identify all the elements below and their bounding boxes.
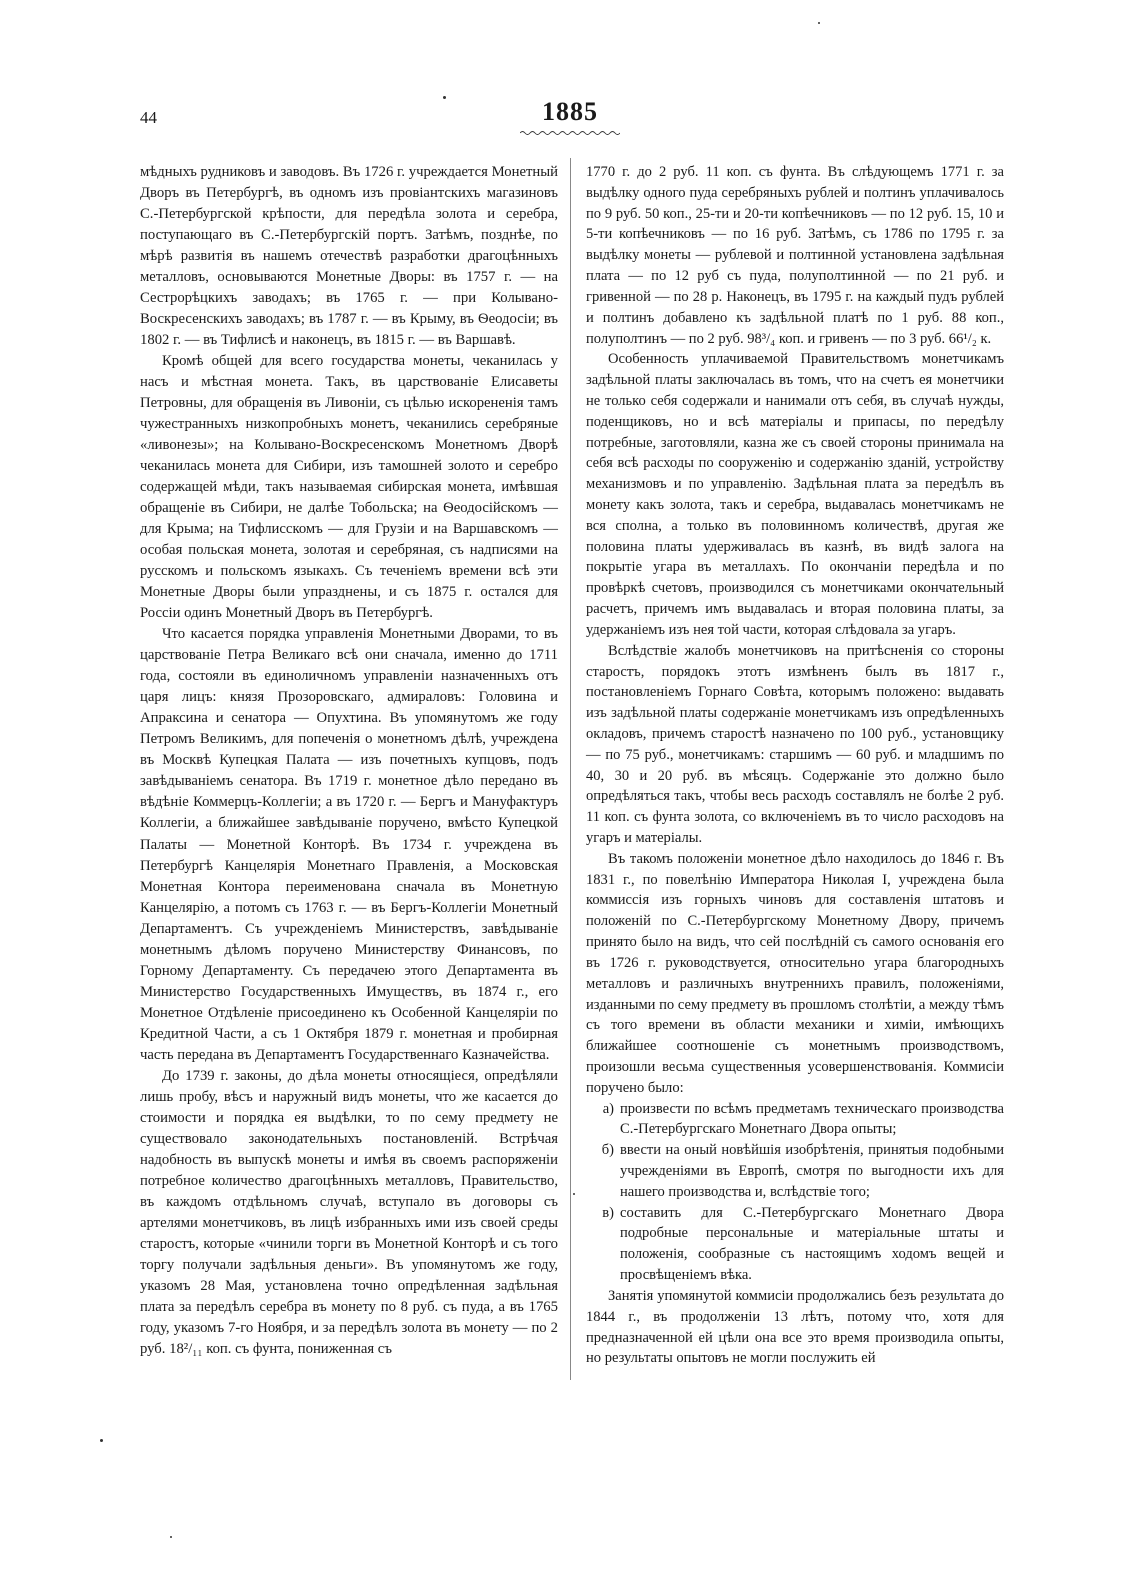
left-column (140, 162, 558, 1360)
paragraph: Вслѣдствіе жалобъ монетчиковъ на притѣсненія со стороны старостъ, порядокъ этотъ измѣненъ былъ въ 1817 г., постановленіемъ Горнаго Совѣта, которымъ положено: выдавать изъ задѣльной платы содержаніе монетчикамъ изъ опредѣленныхъ окладовъ, причемъ старостѣ назначено по 100 руб., установщику — по 75 руб., монетчикамъ: старшимъ — 60 руб. и младшимъ по 40, 30 и 20 руб. въ мѣсяцъ. Содержаніе это должно было опредѣляться такъ, чтобы весь расходъ составлялъ не болѣе 2 руб. 11 коп. съ фунта золота, со включеніемъ въ то число расходовъ на угаръ и матеріалы. (586, 642, 1004, 846)
scan-speck (818, 22, 820, 24)
column-divider (570, 158, 571, 1380)
scan-speck (170, 1536, 172, 1538)
paragraph: Занятія упомянутой коммисіи продолжались безъ результата до 1844 г., въ продолженіи 13 лѣтъ, потому что, хотя для предназначенной ей цѣли она все это время производила опыты, но результаты опытовъ не могли послужить ей (586, 1287, 1004, 1367)
paragraph: Особенность уплачиваемой Правительствомъ монетчикамъ задѣльной платы заключалась въ томъ, что на счетъ ея монетчики не только себя содержали и нанимали отъ себя, въ случаѣ нужды, поденщиковъ, но и всѣ матеріалы и припасы, по передѣлу потребные, заготовляли, казна же съ своей стороны принимала на себя всѣ расходы по сооруженію и содержанію зданій, устройству механизмовъ и по управленію. Задѣльная плата за передѣлъ въ монету какъ золота, такъ и серебра, выдавалась монетчикамъ не вся сполна, а только въ половинномъ количествѣ, другая же половина платы удерживалась въ казнѣ, въ видѣ залога на покрытіе угара въ металлахъ. По окончаніи передѣла и по провѣркѣ счетовъ, производился съ монетчиками окончательный расчетъ, причемъ имъ выдавалась и вторая половина платы, за удержаніемъ изъ нея той части, которая слѣдовала за угаръ. (586, 351, 1004, 638)
commission-tasks-list (586, 1099, 1004, 1286)
scan-speck (573, 1193, 575, 1195)
right-column (586, 162, 1004, 1369)
page-number: 44 (140, 108, 157, 127)
paragraph: Кромѣ общей для всего государства монеты, чеканилась у насъ и мѣстная монета. Такъ, въ царствованіе Елисаветы Петровны, для обращенія въ Ливоніи, съ цѣлью искорененія тамъ чужестранныхъ низкопробныхъ монетъ, чеканились серебряные «ливонезы»; на Колывано-Воскресенскомъ Монетномъ Дворѣ чеканилась монета для Сибири, изъ тамошней золото и серебро содержащей мѣди, такъ называемая сибирская монета, имѣвшая обращеніе въ Сибири, не далѣе Тобольска; на Ѳеодосійскомъ — для Крыма; на Тифлисскомъ — для Грузіи и на Варшавскомъ — особая польская монета, золотая и серебряная, съ надписями на русскомъ и польскомъ языкахъ. Съ теченіемъ времени всѣ эти Монетные Дворы были упразднены, и съ 1875 г. остался для Россіи одинъ Монетный Дворъ въ Петербургѣ. (140, 353, 558, 622)
list-item (586, 1203, 1004, 1286)
list-marker: в) (602, 1204, 614, 1221)
title-ornament-underline (520, 130, 620, 136)
page-header (0, 0, 1140, 150)
paragraph: 1770 г. до 2 руб. 11 коп. съ фунта. Въ слѣдующемъ 1771 г. за выдѣлку одного пуда серебряныхъ рублей и полтинъ уплачивалось по 9 руб. 50 коп., 25-ти и 20-ти копѣечниковъ — по 12 руб. 15, 10 и 5-ти копѣечниковъ — по 16 руб. Затѣмъ, съ 1786 по 1795 г. за выдѣлку монеты — рублевой и полтинной установлена задѣльная плата — по 12 руб съ пуда, полуполтинной — по 21 руб. и гривенной — по 28 р. Наконецъ, въ 1795 г. на каждый пудъ рублей и полтинъ добавлено къ задѣльной платѣ по 1 руб. 88 коп., полуполтинъ — по 2 руб. 98³/₄ коп. и гривенъ — по 3 руб. 66¹/₂ к. (586, 164, 1004, 347)
list-item (586, 1099, 1004, 1141)
list-item-text: составить для С.-Петербургскаго Монетнаго Двора подробные персональные и матеріальные штаты и положенія, сообразные съ настоящимъ ходомъ вещей и просвѣщеніемъ вѣка. (620, 1204, 1004, 1284)
list-marker: б) (601, 1142, 614, 1159)
scan-speck (443, 96, 446, 99)
list-item-text: ввести на оный новѣйшія изобрѣтенія, принятыя подобными учрежденіями въ Европѣ, смотря по выгодности ихъ для нашего производства и, вслѣдствіе того; (620, 1142, 1004, 1200)
scan-speck (100, 1439, 103, 1442)
list-item-text: произвести по всѣмъ предметамъ техническаго производства С.-Петербургскаго Монетнаго Двора опыты; (620, 1100, 1004, 1138)
list-item (586, 1140, 1004, 1202)
list-marker: а) (602, 1100, 614, 1117)
paragraph: Что касается порядка управленія Монетными Дворами, то въ царствованіе Петра Великаго всѣ они сначала, именно до 1711 года, состояли въ единоличномъ управленіи назначенныхъ отъ царя лицъ: князя Прозоровскаго, адмираловъ: Головина и Апраксина и сенатора — Опухтина. Въ упомянутомъ же году Петромъ Великимъ, для попеченія о монетномъ дѣлѣ, учреждена въ Москвѣ Купецкая Палата — изъ почетныхъ купцовъ, подъ завѣдываніемъ сенатора. Въ 1719 г. монетное дѣло передано въ вѣдѣніе Коммерцъ-Коллегіи; а въ 1720 г. — Бергъ и Мануфактуръ Коллегіи, а ближайшее завѣдываніе поручено, вмѣсто Купецкой Палаты — Монетной Конторѣ. Въ 1734 г. учреждена въ Петербургѣ Канцелярія Монетнаго Правленія, а Московская Монетная Контора переименована сначала въ Монетную Канцелярію, а потомъ съ 1763 г. — въ Бергъ-Коллегіи Монетный Департаментъ. Съ учрежденіемъ Министерствъ, завѣдываніе монетнымъ дѣломъ поручено Министерству Финансовъ, по Горному Департаменту. Съ передачею этого Департамента въ Министерство Государственныхъ Имуществъ, въ 1874 г., его Монетное Отдѣленіе присоединено къ Особенной Канцеляріи по Кредитной Части, а съ 1 Октября 1879 г. монетная и пробирная часть передана въ Департаментъ Государственнаго Казначейства. (140, 626, 558, 1063)
paragraph: мѣдныхъ рудниковъ и заводовъ. Въ 1726 г. учреждается Монетный Дворъ въ Петербургѣ, въ одномъ изъ провіантскихъ магазиновъ С.-Петербургской крѣпости, для передѣла золота и серебра, поступающаго въ С.-Петербургскій портъ. Затѣмъ, позднѣе, по мѣрѣ развитія въ нашемъ отечествѣ разработки драгоцѣнныхъ металловъ, основываются Монетные Дворы: въ 1757 г. — на Сестрорѣцкихъ заводахъ; въ 1765 г. — при Колывано-Воскресенскихъ заводахъ; въ 1787 г. — въ Крыму, въ Ѳеодосіи; въ 1802 г. — въ Тифлисѣ и наконецъ, въ 1815 г. — въ Варшавѣ. (140, 164, 558, 349)
running-title-year: 1885 (542, 97, 598, 126)
paragraph: Въ такомъ положеніи монетное дѣло находилось до 1846 г. Въ 1831 г., по повелѣнію Императора Николая I, учреждена была коммиссія изъ горныхъ чиновъ для составленія штатовъ и положеній по С.-Петербургскому Монетному Двору, причемъ принято было на видъ, что сей послѣдній съ самого основанія его въ 1726 г. руководствуется, относительно угара благородныхъ металловъ и различныхъ внутреннихъ правилъ, положеніями, изданными по сему предмету въ прошломъ столѣтіи, а между тѣмъ съ того времени въ области механики и химіи, имѣющихъ ближайшее соотношеніе съ монетнымъ производствомъ, произошли весьма существенныя усовершенствованія. Коммисіи поручено было: (586, 850, 1004, 1096)
paragraph: До 1739 г. законы, до дѣла монеты относящіеся, опредѣляли лишь пробу, вѣсъ и наружный видъ монеты, что же касается до стоимости и порядка ея выдѣлки, то по сему предмету не существовало законодательныхъ постановленій. Встрѣчая надобность въ выпускѣ монеты и имѣя въ своемъ распоряженіи потребное количество драгоцѣнныхъ металловъ, Правительство, въ каждомъ отдѣльномъ случаѣ, вступало въ договоры съ артелями монетчиковъ, въ лицѣ избранныхъ ими изъ своей среды старостъ, которые «чинили торги въ Монетной Конторѣ и съ того торгу получали задѣльныя деньги». Въ упомянутомъ же году, указомъ 28 Мая, установлена точно опредѣленная задѣльная плата за передѣлъ серебра въ монету по 8 руб. съ пуда, а въ 1765 году, указомъ 7-го Ноября, и за передѣлъ золота въ монету — по 2 руб. 18²/₁₁ коп. съ фунта, пониженная съ (140, 1067, 558, 1357)
